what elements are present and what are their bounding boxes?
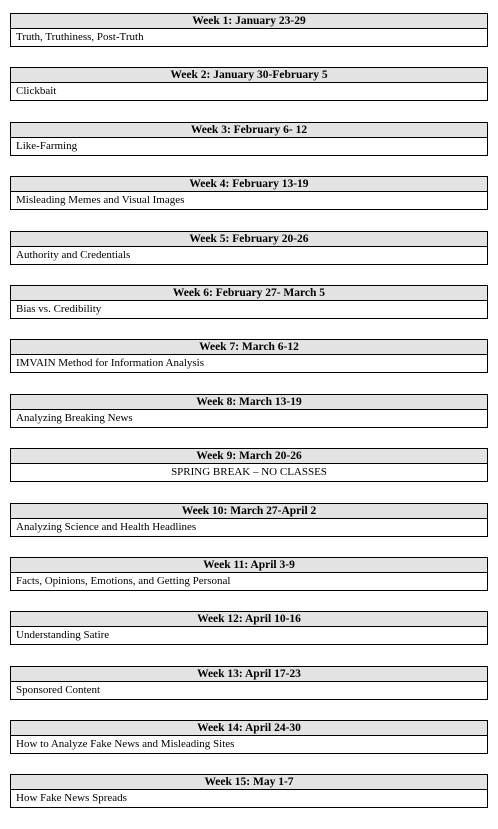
week-table	[10, 122, 488, 156]
week-topic: IMVAIN Method for Information Analysis	[16, 357, 204, 370]
week-title: Week 14: April 24-30	[11, 721, 487, 736]
week-table	[10, 67, 488, 101]
week-topic: Clickbait	[16, 85, 57, 98]
week-topic: How to Analyze Fake News and Misleading Sites	[16, 738, 235, 751]
week-table	[10, 774, 488, 808]
week-table	[10, 285, 488, 319]
week-table	[10, 394, 488, 428]
week-topic: SPRING BREAK – NO CLASSES	[171, 466, 327, 479]
week-topic: Truth, Truthiness, Post-Truth	[16, 31, 144, 43]
week-title: Week 7: March 6-12	[11, 340, 487, 355]
week-title: Week 2: January 30-February 5	[11, 68, 487, 83]
week-topic: Like-Farming	[16, 139, 78, 152]
week-title: Week 4: February 13-19	[11, 177, 487, 192]
week-table	[10, 176, 488, 210]
week-table	[10, 339, 488, 373]
week-title: Week 6: February 27- March 5	[11, 286, 487, 301]
week-table	[10, 448, 488, 482]
week-table	[10, 231, 488, 265]
week-table	[10, 611, 488, 645]
week-table	[10, 720, 488, 754]
week-topic: Bias vs. Credibility	[16, 302, 102, 315]
course-schedule	[10, 13, 488, 829]
week-table	[10, 503, 488, 537]
week-topic: How Fake News Spreads	[16, 792, 127, 805]
week-topic: Understanding Satire	[16, 629, 110, 642]
week-topic: Sponsored Content	[16, 683, 101, 696]
week-table	[10, 13, 488, 47]
week-title: Week 1: January 23-29	[11, 14, 487, 29]
week-table	[10, 557, 488, 591]
week-topic: Misleading Memes and Visual Images	[16, 194, 185, 207]
week-title: Week 9: March 20-26	[11, 449, 487, 464]
week-topic: Analyzing Breaking News	[16, 411, 133, 424]
week-topic: Facts, Opinions, Emotions, and Getting Personal	[16, 574, 231, 587]
week-title: Week 10: March 27-April 2	[11, 504, 487, 519]
week-table	[10, 666, 488, 700]
week-title: Week 5: February 20-26	[11, 232, 487, 247]
week-title: Week 13: April 17-23	[11, 667, 487, 682]
week-topic: Analyzing Science and Health Headlines	[16, 520, 197, 533]
week-title: Week 15: May 1-7	[11, 775, 487, 790]
week-title: Week 11: April 3-9	[11, 558, 487, 573]
week-title: Week 12: April 10-16	[11, 612, 487, 627]
week-topic: Authority and Credentials	[16, 248, 131, 261]
week-title: Week 8: March 13-19	[11, 395, 487, 410]
week-title: Week 3: February 6- 12	[11, 123, 487, 138]
